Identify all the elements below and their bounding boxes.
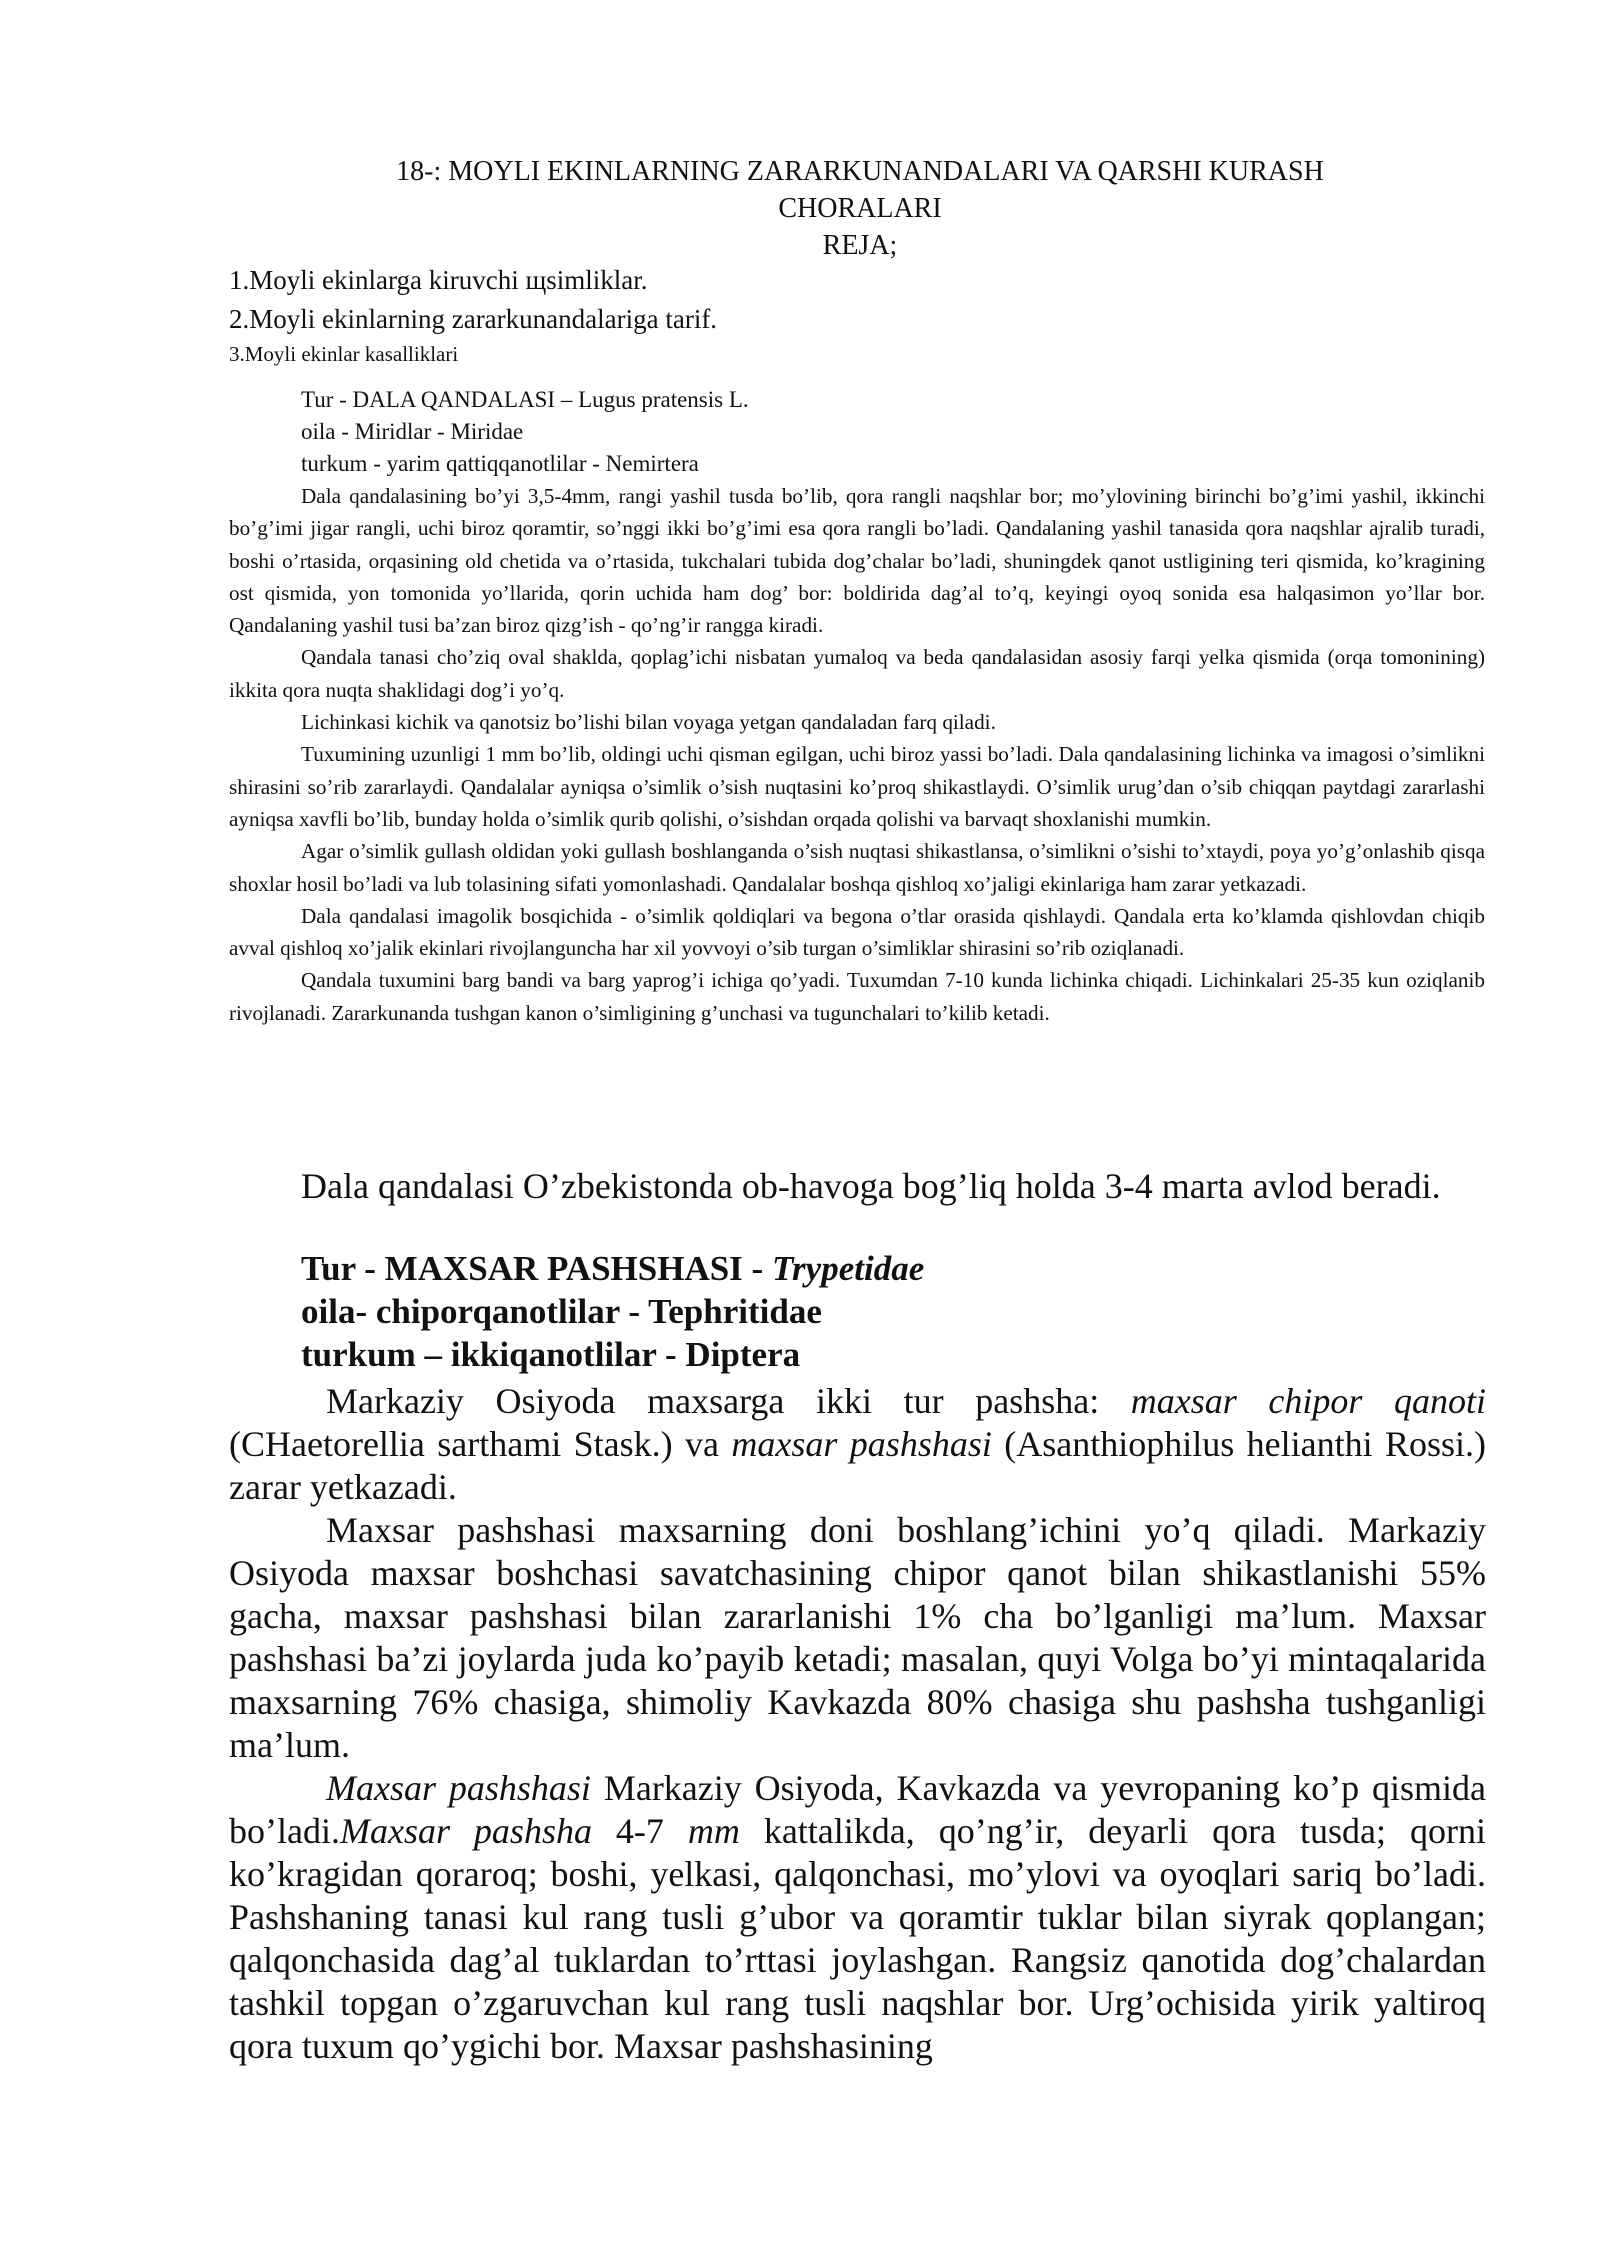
fly-species-latin: Trypetidae [771,1249,925,1288]
text-run: Markaziy Osiyoda, Kavkazda va yevropaning ko’p qismida bo’ladi. [229,1768,1486,1851]
bug-description-block [229,480,1485,1029]
document-title-line-2: CHORALARI [778,193,942,224]
fly-paragraph-2: Maxsar pashshasi maxsarning doni boshlang’ichini yo’q qiladi. Markaziy Osiyoda maxsar boshchasi savatchasining chipor qanot bilan shikastlanishi 55% gacha, maxsar pashshasi bilan zararlanishi 1% cha bo’lganligi ma’lum. Maxsar pashshasi ba’zi joylarda juda ko’payib ketadi; masalan, quyi Volga bo’yi mintaqalarida maxsarning 76% chasiga, shimoliy Kavkazda 80% chasiga shu pashsha tushganligi ma’lum. [229,1510,1486,1765]
bug-paragraph: Agar o’simlik gullash oldidan yoki gullash boshlanganda o’sish nuqtasi shikastlansa, o’simlikni o’sishi to’xtaydi, poya yo’g’onlashib qisqa shoxlar hosil bo’ladi va lub tolasining sifati yomonlashadi. Qandalalar boshqa qishloq xo’jaligi ekinlariga ham zarar yetkazadi. [229,839,1485,896]
fly-description-block [229,1380,1486,2068]
italic-species-name: maxsar chipor qanoti [1130,1381,1486,1421]
text-run: (CHaetorellia sarthami Stask.) va [229,1424,732,1464]
fly-species-prefix: Tur - MAXSAR PASHSHASI - [301,1249,772,1288]
fly-order-line: turkum – ikkiqanotlilar - Diptera [301,1335,801,1374]
italic-species-name: Maxsar pashsha [339,1811,592,1851]
bug-paragraph: Dala qandalasi imagolik bosqichida - o’simlik qoldiqlari va begona o’tlar orasida qishlaydi. Qandala erta ko’klamda qishlovdan chiqib avval qishloq xo’jalik ekinlari rivojlanguncha har xil yovvoyi o’sib turgan o’simliklar shirasini so’rib oziqlanadi. [229,903,1485,961]
text-run: kattalikda, qo’ng’ir, deyarli qora tusda; qorni ko’kragidan qoraroq; boshi, yelkasi, qalqonchasi, mo’ylovi va oyoqlari sariq bo’ladi. Pashshaning tanasi kul rang tusli g’ubor va qoramtir tuklar bilan siyrak qoplangan; qalqonchasida dag’al tuklardan to’rttasi joylashgan. Rangsiz qanotida dog’chalardan tashkil topgan o’zgaruvchan kul rang tusli naqshlar bor. Urg’ochisida yirik yaltiroq qora tuxum qo’ygichi bor. Maxsar pashshasining [229,1811,1486,2066]
bug-paragraph: Dala qandalasining bo’yi 3,5-4mm, rangi yashil tusda bo’lib, qora rangli naqshlar bor; mo’ylovining birinchi bo’g’imi yashil, ikkinchi bo’g’imi jigar rangli, uchi biroz qoramtir, so’nggi ikki bo’g’imi esa qora rangli bo’ladi. Qandalaning yashil tanasida qora naqshlar ajralib turadi, boshi o’rtasida, orqasining old chetida va o’rtasida, tukchalari tubida dog’chalar bo’ladi, shuningdek qanot ustligining teri qismida, ko’kragining ost qismida, yon tomonida yo’llarida, qorin uchida ham dog’ bor: boldirida dag’al to’q, keyingi oyoq sonida esa halqasimon yo’llar bor. Qandalaning yashil tusi ba’zan biroz qizg’ish - qo’ng’ir rangga kiradi. [229,484,1485,638]
plan-heading: REJA; [822,230,898,261]
text-run: (Asanthiophilus helianthi Rossi.) zarar yetkazadi. [229,1424,1486,1507]
fly-paragraph-1 [229,1380,1486,1509]
bug-paragraph: Qandala tanasi cho’ziq oval shaklda, qoplag’ichi nisbatan yumaloq va beda qandalasidan asosiy farqi yelka qismida (orqa tomonining) ikkita qora nuqta shaklidagi dog’i yo’q. [229,645,1485,702]
fly-species-line [301,1249,924,1289]
plan-item-1: 1.Moyli ekinlarga kiruvchi щsimliklar. [229,265,648,295]
text-run: Markaziy Osiyoda maxsarga ikki tur pashsha: [326,1381,1131,1421]
document-title-line-1: 18-: MOYLI EKINLARNING ZARARKUNANDALARI VA QARSHI KURASH [396,156,1324,187]
fly-paragraph-3 [229,1767,1486,2068]
bug-paragraph: Lichinkasi kichik va qanotsiz bo’lishi bilan voyaga yetgan qandaladan farq qiladi. [301,710,996,735]
bug-generations-text: Dala qandalasi O’zbekistonda ob-havoga bog’liq holda 3-4 marta avlod beradi. [301,1166,1441,1206]
italic-species-name: Maxsar pashshasi [326,1768,591,1808]
fly-family-line: oila- chiporqanotlilar - Tephritidae [301,1292,822,1331]
bug-family-line: oila - Miridlar - Miridae [301,419,524,444]
plan-item-2: 2.Moyli ekinlarning zararkunandalariga tarif. [229,304,718,334]
bug-order-line: turkum - yarim qattiqqanotlilar - Nemirtera [301,451,699,476]
italic-species-name: maxsar pashshasi [731,1424,992,1464]
italic-unit: mm [687,1811,740,1851]
bug-generations-paragraph [229,1165,1486,1208]
bug-paragraph: Qandala tuxumini barg bandi va barg yaprog’i ichiga qo’yadi. Tuxumdan 7-10 kunda lichinka chiqadi. Lichinkalari 25-35 kun oziqlanib rivojlanadi. Zararkunanda tushgan kanon o’simligining g’unchasi va tugunchalari to’kilib ketadi. [229,968,1485,1025]
plan-item-3: 3.Moyli ekinlar kasalliklari [229,342,459,366]
text-run: 4-7 [591,1811,688,1851]
bug-species-line: Tur - DALA QANDALASI – Lugus pratensis L. [301,387,749,412]
bug-paragraph: Tuxumining uzunligi 1 mm bo’lib, oldingi uchi qisman egilgan, uchi biroz yassi bo’ladi. Dala qandalasining lichinka va imagosi o’simlikni shirasini so’rib zararlaydi. Qandalalar ayniqsa o’simlik o’sish nuqtasini ko’proq shikastlaydi. O’simlik urug’dan o’sib chiqqan paytdagi zararlashi ayniqsa xavfli bo’lib, bunday holda o’simlik qurib qolishi, o’sishdan orqada qolishi va barvaqt shoxlanishi mumkin. [229,742,1485,831]
